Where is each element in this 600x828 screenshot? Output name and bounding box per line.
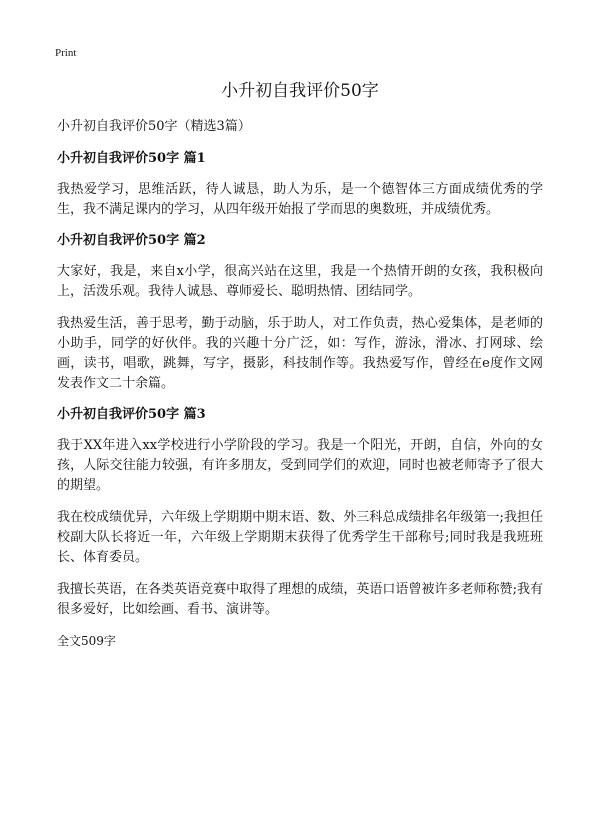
paragraph: 大家好，我是，来自x小学，很高兴站在这里，我是一个热情开朗的女孩，我积极向上，活泼乐观。我待人诚恳、尊师爱长、聪明热情、团结同学。 xyxy=(57,264,543,299)
section-heading: 小升初自我评价50字 篇3 xyxy=(57,407,206,422)
paragraph: 我于XX年进入xx学校进行小学阶段的学习。我是一个阳光，开朗，自信，外向的女孩，人际交往能力较强，有许多朋友，受到同学们的欢迎，同时也被老师寄予了很大的期望。 xyxy=(57,438,543,493)
section-1 xyxy=(57,150,543,220)
section-heading: 小升初自我评价50字 篇1 xyxy=(57,151,206,166)
section-2 xyxy=(57,232,543,394)
paragraph: 我热爱生活，善于思考，勤于动脑，乐于助人，对工作负责，热心爱集体，是老师的小助手，同学的好伙伴。我的兴趣十分广泛，如：写作，游泳，滑冰、打网球、绘画，读书，唱歌，跳舞，写字，摄影，科技制作等。我热爱写作，曾经在e度作文网发表作文二十余篇。 xyxy=(57,316,543,391)
paragraph: 我擅长英语，在各类英语竞赛中取得了理想的成绩，英语口语曾被许多老师称赞;我有很多爱好，比如绘画、看书、演讲等。 xyxy=(57,582,543,617)
section-heading: 小升初自我评价50字 篇2 xyxy=(57,233,206,248)
paragraph: 我热爱学习，思维活跃，待人诚恳，助人为乐，是一个德智体三方面成绩优秀的学生，我不满足课内的学习，从四年级开始报了学而思的奥数班，并成绩优秀。 xyxy=(57,182,543,217)
article-body xyxy=(57,118,543,650)
word-count: 全文509字 xyxy=(57,634,116,648)
article-subtitle: 小升初自我评价50字（精选3篇） xyxy=(57,119,251,134)
print-label[interactable]: Print xyxy=(55,47,77,59)
paragraph: 我在校成绩优异，六年级上学期期中期末语、数、外三科总成绩排名年级第一;我担任校副大队长将近一年，六年级上学期期末获得了优秀学生干部称号;同时我是我班班长、体育委员。 xyxy=(57,510,543,565)
page-title: 小升初自我评价50字 xyxy=(221,81,379,101)
section-3 xyxy=(57,406,543,620)
